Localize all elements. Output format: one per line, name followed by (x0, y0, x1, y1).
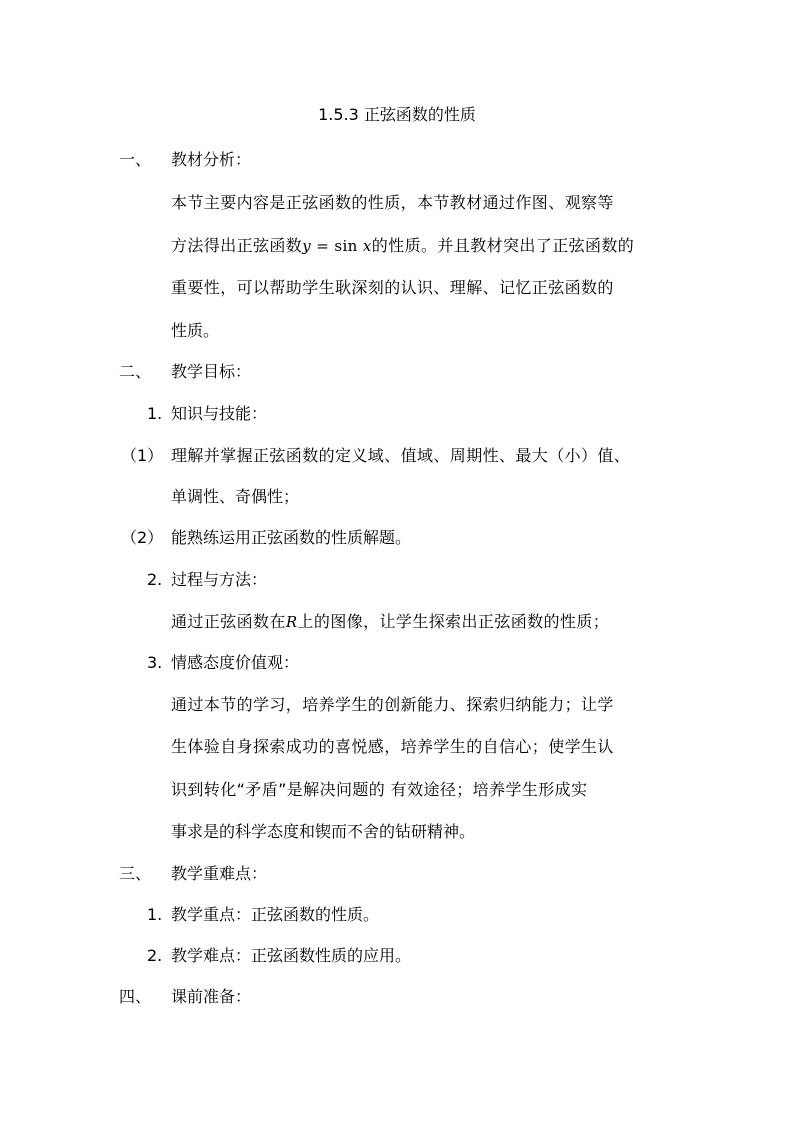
sub-item-1-line-2: 单调性、奇偶性； (171, 487, 300, 506)
page-title: 1.5.3 正弦函数的性质 (318, 105, 476, 124)
math-equals-sin: = sin (311, 237, 363, 255)
difficult-point-text: 教学难点：正弦函数性质的应用。 (171, 946, 412, 965)
section-1-line-2-post: 的性质。并且教材突出了正弦函数的 (371, 236, 635, 255)
difficult-point-number: 2. (147, 946, 163, 965)
math-y: y (302, 237, 312, 255)
section-4-heading: 课前准备： (171, 987, 252, 1006)
section-1-line-4: 性质。 (171, 321, 220, 340)
item-2-line-1-post: 上的图像，让学生探索出正弦函数的性质； (297, 612, 610, 631)
sub-item-2-number: （2） (121, 528, 164, 547)
item-2-number: 2. (147, 570, 163, 589)
section-1-line-1: 本节主要内容是正弦函数的性质，本节教材通过作图、观察等 (171, 193, 614, 212)
item-2-label: 过程与方法： (171, 570, 268, 589)
math-r: R (285, 613, 298, 631)
section-2-heading: 教学目标： (171, 362, 252, 381)
sub-item-2-line-1: 能熟练运用正弦函数的性质解题。 (171, 528, 412, 547)
item-3-label: 情感态度价值观： (171, 653, 300, 672)
section-1-number: 一、 (119, 150, 152, 169)
item-3-number: 3. (147, 653, 163, 672)
section-1-heading: 教材分析： (171, 150, 252, 169)
key-point-number: 1. (147, 905, 163, 924)
item-1-number: 1. (147, 404, 163, 423)
section-1-line-2 (171, 235, 634, 257)
sub-item-1-line-1: 理解并掌握正弦函数的定义域、值域、周期性、最大（小）值、 (171, 446, 631, 465)
section-4-number: 四、 (119, 987, 152, 1006)
key-point-text: 教学重点：正弦函数的性质。 (171, 905, 380, 924)
item-3-line-4: 事求是的科学态度和锲而不舍的钻研精神。 (171, 822, 476, 841)
item-2-line-1 (171, 611, 609, 633)
item-3-line-1: 通过本节的学习，培养学生的创新能力、探索归纳能力；让学 (171, 695, 614, 714)
section-3-heading: 教学重难点： (171, 864, 268, 883)
math-x: x (362, 237, 372, 255)
section-2-number: 二、 (119, 362, 152, 381)
item-3-line-2: 生体验自身探索成功的喜悦感，培养学生的自信心；使学生认 (171, 737, 614, 756)
item-2-line-1-pre: 通过正弦函数在 (171, 612, 286, 631)
item-1-label: 知识与技能： (171, 404, 268, 423)
section-1-line-3: 重要性，可以帮助学生耿深刻的认识、理解、记忆正弦函数的 (171, 278, 614, 297)
section-3-number: 三、 (119, 864, 152, 883)
item-3-line-3: 识到转化“矛盾”是解决问题的 有效途径；培养学生形成实 (171, 780, 588, 799)
sub-item-1-number: （1） (121, 446, 164, 465)
section-1-line-2-pre: 方法得出正弦函数 (171, 236, 303, 255)
